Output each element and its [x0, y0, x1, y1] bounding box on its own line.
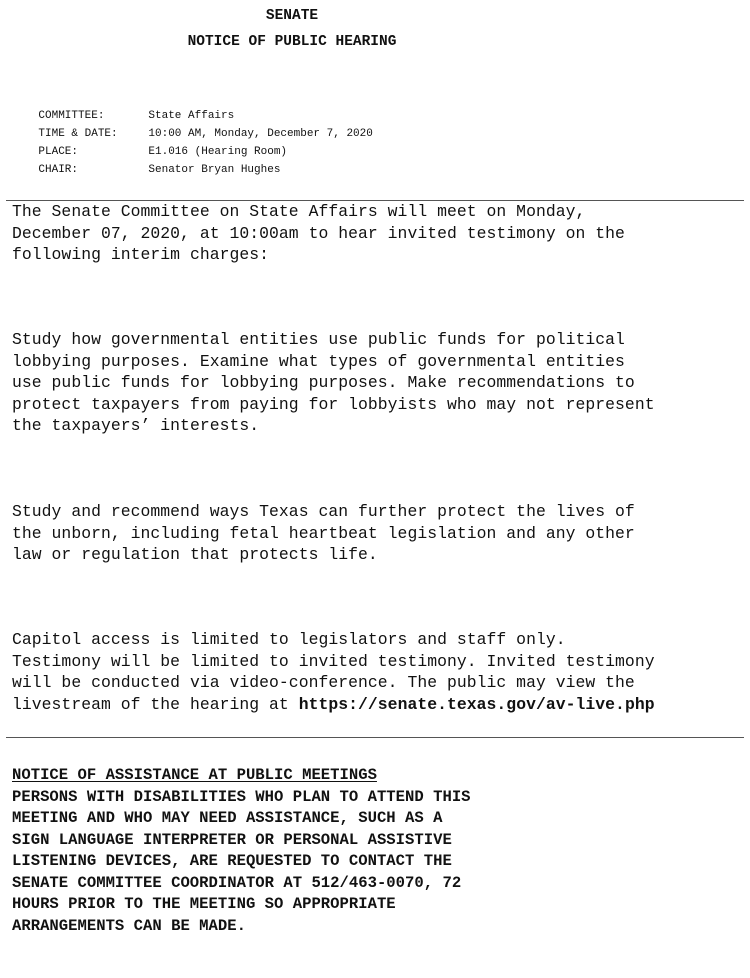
livestream-text: livestream of the hearing at — [12, 694, 299, 714]
text-line: Capitol access is limited to legislators and staff only. — [12, 630, 566, 649]
page-title: SENATE — [265, 8, 319, 24]
place-value: E1.016 (Hearing Room) — [148, 146, 288, 158]
text-line: HOURS PRIOR TO THE MEETING SO APPROPRIATE — [12, 895, 396, 913]
capitol-access-paragraph — [12, 629, 742, 715]
text-line: MEETING AND WHO MAY NEED ASSISTANCE, SUCH AS A — [12, 809, 443, 827]
interim-charge-unborn — [12, 501, 742, 566]
text-line: SENATE COMMITTEE COORDINATOR AT 512/463-0070, 72 — [12, 873, 462, 892]
text-line: LISTENING DEVICES, ARE REQUESTED TO CONTACT THE — [12, 852, 452, 870]
text-line: ARRANGEMENTS CAN BE MADE. — [12, 916, 246, 935]
text-line: the taxpayers’ interests. — [12, 416, 260, 436]
text-line: PERSONS WITH DISABILITIES WHO PLAN TO ATTEND THIS — [12, 787, 471, 806]
text-line: Testimony will be limited to invited testimony. Invited testimony — [12, 651, 655, 671]
assistance-notice — [12, 765, 471, 937]
intro-paragraph — [12, 201, 742, 266]
text-line: lobbying purposes. Examine what types of governmental entities — [12, 351, 625, 371]
committee-value: State Affairs — [148, 110, 235, 122]
text-line: December 07, 2020, at 10:00am to hear invited testimony on the — [12, 223, 625, 243]
divider-bottom — [6, 737, 744, 738]
page-subtitle: NOTICE OF PUBLIC HEARING — [187, 34, 397, 50]
text-line: use public funds for lobbying purposes. Make recommendations to — [12, 373, 635, 393]
text-line: The Senate Committee on State Affairs will meet on Monday, — [12, 202, 586, 221]
text-line: SIGN LANGUAGE INTERPRETER OR PERSONAL ASSISTIVE — [12, 830, 452, 849]
place-label: PLACE: — [38, 146, 79, 158]
text-line: protect taxpayers from paying for lobbyists who may not represent — [12, 394, 655, 414]
text-line: the unborn, including fetal heartbeat legislation and any other — [12, 523, 635, 543]
meeting-info-row — [12, 89, 373, 122]
committee-label: COMMITTEE: — [38, 110, 105, 122]
text-line: law or regulation that protects life. — [12, 545, 378, 565]
interim-charge-lobbying — [12, 329, 742, 437]
livestream-link[interactable]: https://senate.texas.gov/av-live.php — [298, 694, 655, 714]
assistance-heading: NOTICE OF ASSISTANCE AT PUBLIC MEETINGS — [12, 766, 377, 784]
time-date-value: 10:00 AM, Monday, December 7, 2020 — [148, 128, 373, 140]
chair-label: CHAIR: — [38, 164, 79, 176]
text-line: Study and recommend ways Texas can further protect the lives of — [12, 502, 635, 521]
text-line: following interim charges: — [12, 245, 270, 265]
chair-value: Senator Bryan Hughes — [148, 164, 281, 176]
time-date-label: TIME & DATE: — [38, 128, 118, 140]
text-line: will be conducted via video-conference. The public may view the — [12, 673, 635, 693]
text-line — [12, 694, 742, 716]
meeting-info — [12, 89, 373, 176]
text-line: Study how governmental entities use public funds for political — [12, 330, 625, 349]
